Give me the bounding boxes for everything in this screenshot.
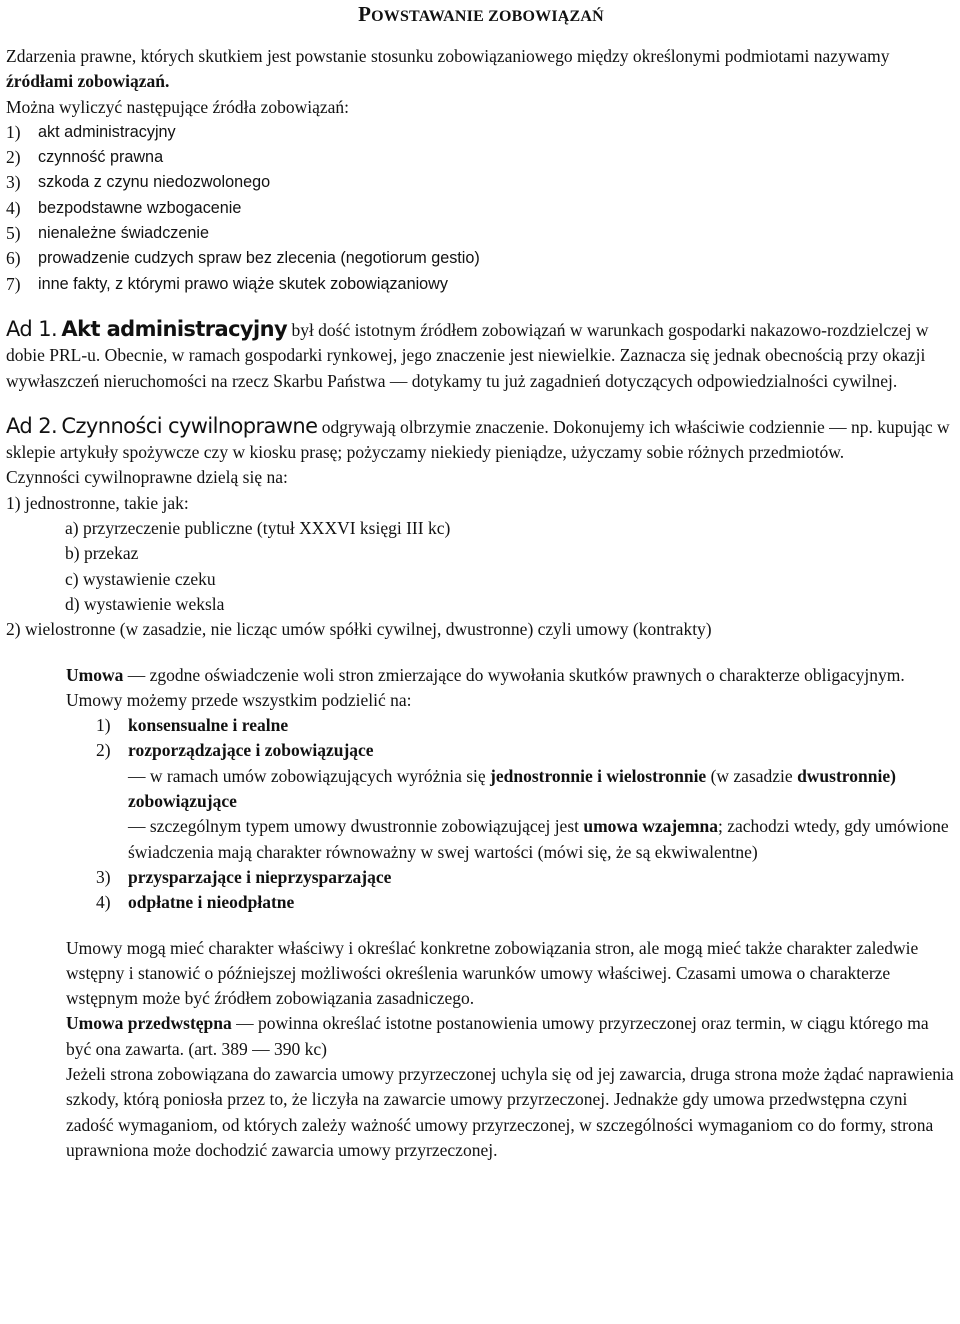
list-item: [6, 272, 956, 297]
dash-paragraph-2: [6, 814, 956, 865]
dash-paragraph-1: [6, 764, 956, 815]
ad2-heading: Czynności cywilnoprawne: [61, 413, 318, 438]
list-number: 3): [96, 866, 111, 887]
list-number: 4): [6, 197, 21, 218]
closing-paragraph-1: Umowy mogą mieć charakter właściwy i określać konkretne zobowiązania stron, ale mogą mieć także charakter zaledwie wstępny i stanowić o późniejszej możliwości określenia warunków umowy właściwej. Czasami umowa o charakterze wstępnym może być źródłem zobowiązania zasadniczego.: [66, 937, 919, 1009]
list-text: akt administracyjny: [38, 122, 176, 141]
ad1-text: był dość istotnym źródłem zobowiązań w warunkach gospodarki nakazowo-rozdzielczej w dobie PRL-u. Obecnie, w ramach gospodarki rynkowej, jego znaczenie jest niewielkie. Zaznacza się jednak obecnością przy okazji wywłaszczeń nieruchomości na rzecz Skarbu Państwa — dotykamy tu już zagadnień dotyczących odpowiedzialności cywilnej.: [6, 319, 929, 391]
list-text: prowadzenie cudzych spraw bez zlecenia (negotiorum gestio): [38, 249, 480, 268]
list-item: [6, 713, 956, 738]
list-number: 6): [6, 248, 21, 269]
intro-text: Zdarzenia prawne, których skutkiem jest powstanie stosunku zobowiązaniowego między określonymi podmiotami nazywamy: [6, 46, 890, 66]
dash-text: ; zachodzi wtedy, gdy umówione świadczenia mają charakter równoważny w swej wartości (mówi się, że są ekwiwalentne): [128, 816, 949, 862]
list-item: [6, 246, 956, 271]
list-item: [6, 170, 956, 195]
closing-paragraph-2: [66, 1011, 956, 1062]
ad2-paragraph: [6, 414, 956, 466]
list-item: b) przekaz: [65, 543, 139, 564]
intro-bold-term: źródłami zobowiązań: [6, 71, 165, 92]
closing-section: [6, 936, 956, 1164]
list-item: [6, 890, 956, 915]
intro-paragraph: [6, 44, 956, 95]
closing-term: Umowa przedwstępna: [66, 1013, 232, 1034]
list-number: 2): [96, 740, 111, 761]
list-text: rozporządzające i zobowiązujące: [128, 740, 374, 761]
closing-text: — powinna określać istotne postanowienia umowy przyrzeczonej oraz termin, w ciągu którego ma być ona zawarta. (art. 389 — 390 kc): [66, 1013, 929, 1059]
list-item: [6, 865, 956, 890]
ad1-heading: Akt administracyjny: [61, 316, 288, 341]
list-text: inne fakty, z którymi prawo wiąże skutek zobowiązaniowy: [38, 274, 448, 293]
list-text: bezpodstawne wzbogacenie: [38, 198, 242, 217]
umowa-definition: [66, 663, 956, 688]
list-text: przysparzające i nieprzysparzające: [128, 866, 392, 887]
list-number: 5): [6, 223, 21, 244]
dash-bold: umowa wzajemna: [583, 816, 719, 837]
dash-text: (w zasadzie: [706, 765, 798, 786]
list-number: 1): [6, 121, 21, 142]
umowa-def-text: — zgodne oświadczenie woli stron zmierzające do wywołania skutków prawnych o charakterze obligacyjnym.: [123, 664, 905, 685]
ad1-paragraph: [6, 317, 956, 394]
intro-period: .: [164, 71, 170, 92]
list-text: odpłatne i nieodpłatne: [128, 892, 295, 913]
ad2-text: odgrywają olbrzymie znaczenie. Dokonujemy ich właściwie codziennie — np. kupując w sklepie artykuły spożywcze czy w kiosku prasę; pożyczamy niekiedy pieniądze, użyczamy sobie różnych przedmiotów.: [6, 416, 950, 463]
list-number: 4): [96, 892, 111, 913]
sources-lead: Można wyliczyć następujące źródła zobowiązań:: [6, 96, 350, 117]
list-number: 7): [6, 273, 21, 294]
list-number: 3): [6, 172, 21, 193]
list-text: konsensualne i realne: [128, 715, 289, 736]
page-title: [6, 0, 956, 44]
list-item: a) przyrzeczenie publiczne (tytuł XXXVI księgi III kc): [65, 518, 451, 539]
list-item: [6, 196, 956, 221]
umowa-term: Umowa: [66, 664, 124, 685]
ad1-label: Ad 1.: [6, 316, 58, 341]
list-item: [6, 145, 956, 170]
multi-sided-heading: 2) wielostronne (w zasadzie, nie licząc umów spółki cywilnej, dwustronne) czyli umowy (kontrakty): [6, 619, 712, 640]
closing-paragraph-3: Jeżeli strona zobowiązana do zawarcia umowy przyrzeczonej uchyla się od jej zawarcia, druga strona może żądać naprawienia szkody, którą poniosła przez to, że liczyła na zawarcie umowy przyrzeczonej. Jednakże gdy umowa przedwstępna czyni zadość wymaganiom, od których zależy ważność umowy przyrzeczonej, w szczególności wymaganiom co do formy, strona uprawniona może dochodzić zawarcia umowy przyrzeczonej.: [66, 1063, 954, 1160]
list-number: 1): [96, 715, 111, 736]
document-page: [6, 0, 956, 1163]
ad2-split: Czynności cywilnoprawne dzielą się na:: [6, 467, 288, 488]
title-rest: OWSTAWANIE ZOBOWIĄZAŃ: [371, 8, 604, 25]
list-number: 2): [6, 147, 21, 168]
dash-bold: jednostronnie i wielostronnie: [490, 765, 707, 786]
dash-text: — szczególnym typem umowy dwustronnie zobowiązującej jest: [128, 816, 584, 837]
ad2-label: Ad 2.: [6, 413, 58, 438]
umowy-list-continued: [6, 865, 956, 916]
list-text: czynność prawna: [38, 148, 164, 167]
title-initial: P: [358, 2, 372, 26]
list-item: d) wystawienie weksla: [65, 593, 225, 614]
umowy-list: [6, 713, 956, 764]
list-text: szkoda z czynu niedozwolonego: [38, 173, 271, 192]
umowa-section: [6, 663, 956, 714]
umowa-division: Umowy możemy przede wszystkim podzielić na:: [66, 689, 412, 710]
list-item: [6, 120, 956, 145]
list-item: [6, 738, 956, 763]
list-item: [6, 221, 956, 246]
sources-list: [6, 120, 956, 297]
list-item: c) wystawienie czeku: [65, 568, 216, 589]
one-sided-list: [6, 516, 956, 617]
one-sided-heading: 1) jednostronne, takie jak:: [6, 492, 189, 513]
dash-text: — w ramach umów zobowiązujących wyróżnia się: [128, 765, 491, 786]
dash-bold: dwustronnie) zobowiązujące: [128, 765, 896, 812]
list-text: nienależne świadczenie: [38, 224, 209, 243]
